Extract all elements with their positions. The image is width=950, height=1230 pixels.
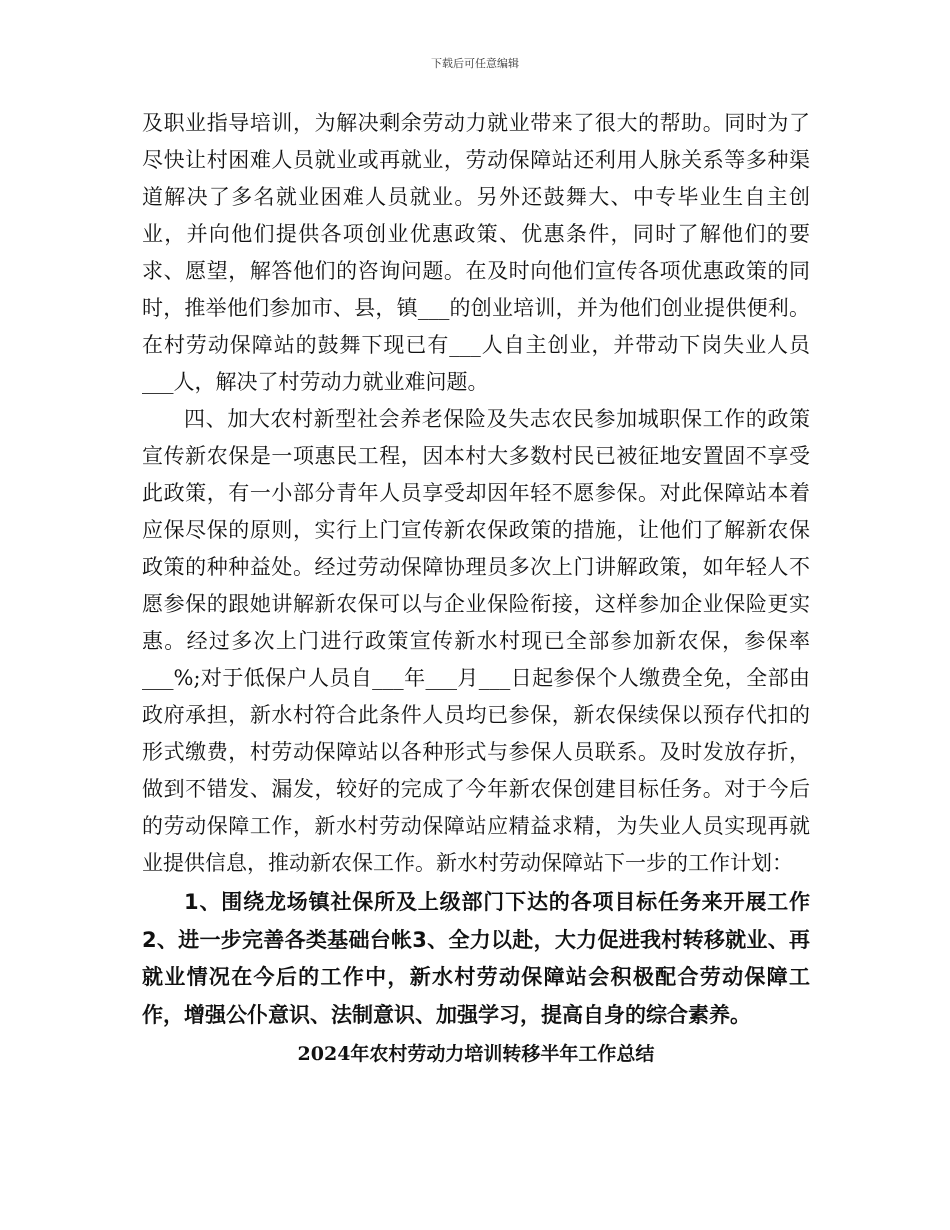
- paragraph-1: 及职业指导培训，为解决剩余劳动力就业带来了很大的帮助。同时为了尽快让村困难人员就业或再就业，劳动保障站还利用人脉关系等多种渠道解决了多名就业困难人员就业。另外还鼓舞大、中专毕业生自主创业，并向他们提供各项创业优惠政策、优惠条件，同时了解他们的要求、愿望，解答他们的咨询问题。在及时向他们宣传各项优惠政策的同时，推举他们参加市、县，镇___的创业培训，并为他们创业提供便利。在村劳动保障站的鼓舞下现已有___人自主创业，并带动下岗失业人员___人，解决了村劳动力就业难问题。: [142, 111, 810, 394]
- document-body: [142, 105, 810, 1073]
- page-header: 下载后可任意编辑: [431, 57, 519, 70]
- paragraph-3-work-plan: 1、围绕龙场镇社保所及上级部门下达的各项目标任务来开展工作2、进一步完善各类基础台帐3、全力以赴，大力促进我村转移就业、再就业情况在今后的工作中，新水村劳动保障站会积极配合劳动保障工作，增强公仆意识、法制意识、加强学习，提高自身的综合素养。: [142, 890, 810, 1027]
- paragraph-2: 四、加大农村新型社会养老保险及失志农民参加城职保工作的政策宣传新农保是一项惠民工程，因本村大多数村民已被征地安置固不享受此政策，有一小部分青年人员享受却因年轻不愿参保。对此保障站本着应保尽保的原则，实行上门宣传新农保政策的措施，让他们了解新农保政策的种种益处。经过劳动保障协理员多次上门讲解政策，如年轻人不愿参保的跟她讲解新农保可以与企业保险衔接，这样参加企业保险更实惠。经过多次上门进行政策宣传新水村现已全部参加新农保，参保率___%;对于低保户人员自___年___月___日起参保个人缴费全免，全部由政府承担，新水村符合此条件人员均已参保，新农保续保以预存代扣的形式缴费，村劳动保障站以各种形式与参保人员联系。及时发放存折，做到不错发、漏发，较好的完成了今年新农保创建目标任务。对于今后的劳动保障工作，新水村劳动保障站应精益求精，为失业人员实现再就业提供信息，推动新农保工作。新水村劳动保障站下一步的工作计划：: [142, 407, 810, 875]
- document-title: 2024年农村劳动力培训转移半年工作总结: [297, 1043, 655, 1065]
